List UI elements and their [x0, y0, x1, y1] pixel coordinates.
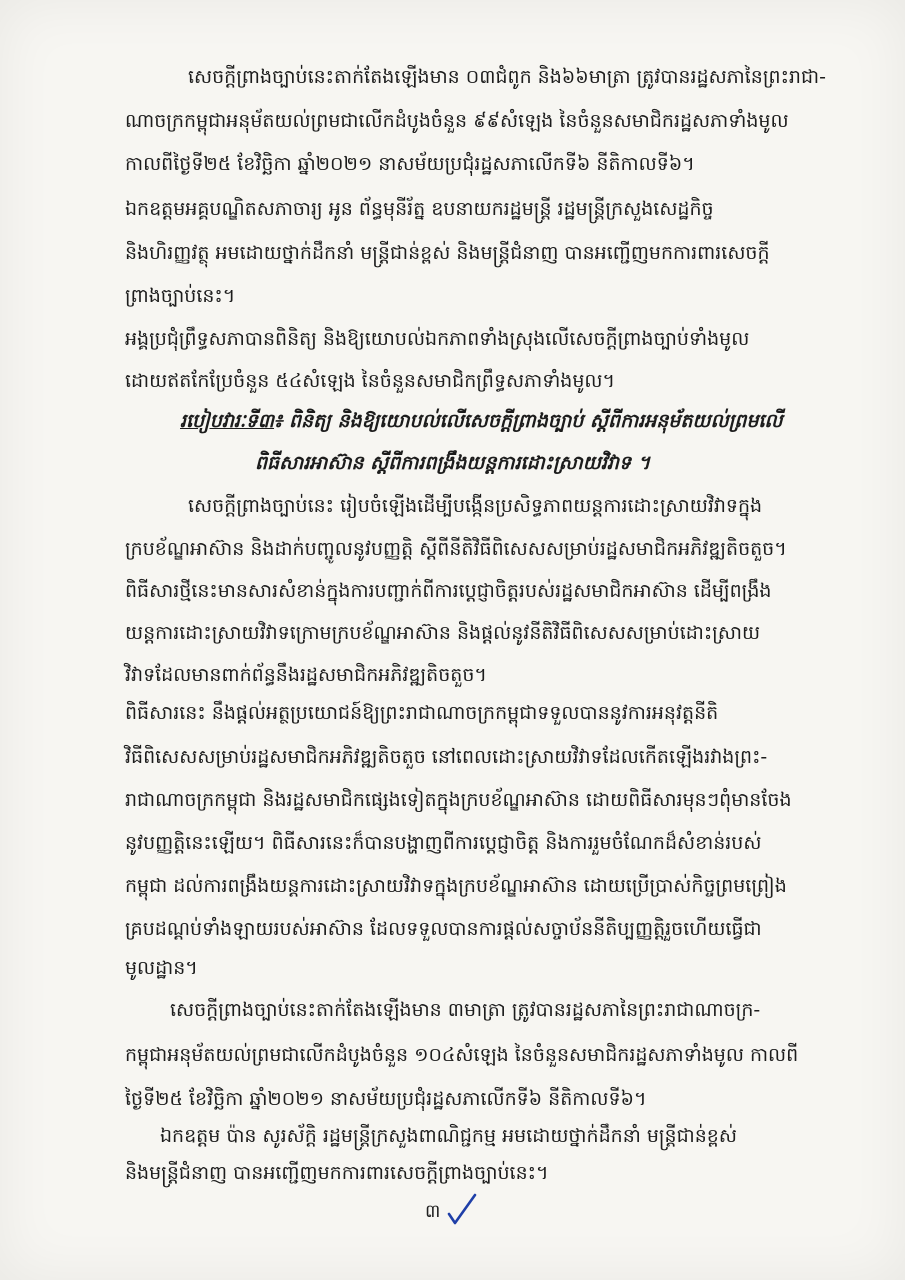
- text-line: យន្តការដោះស្រាយវិវាទក្រោមក្របខ័ណ្ឌអាស៊ាន និងផ្តល់នូវនីតិវិធីពិសេសសម្រាប់ដោះស្រាយ: [125, 622, 761, 644]
- text-line: វិវាទដែលមានពាក់ព័ន្ធនឹងរដ្ឋសមាជិកអភិវឌ្ឍតិចតួច។: [125, 664, 487, 686]
- text-line: ថ្ងៃទី២៥ ខែវិច្ឆិកា ឆ្នាំ២០២១ នាសម័យប្រជុំរដ្ឋសភាលើកទី៦ នីតិកាលទី៦។: [125, 1088, 647, 1110]
- text-line: កាលពីថ្ងៃទី២៥ ខែវិច្ឆិកា ឆ្នាំ២០២១ នាសម័យប្រជុំរដ្ឋសភាលើកទី៦ នីតិកាលទី៦។: [125, 153, 695, 175]
- text-line: វិធីពិសេសសម្រាប់រដ្ឋសមាជិកអភិវឌ្ឍតិចតួច នៅពេលដោះស្រាយវិវាទដែលកើតឡើងរវាងព្រះ-: [125, 746, 768, 768]
- text-line: និងហិរញ្ញវត្ថុ អមដោយថ្នាក់ដឹកនាំ មន្ត្រីជាន់ខ្ពស់ និងមន្ត្រីជំនាញ បានអញ្ជើញមកការពារសេចក្តី: [125, 242, 770, 264]
- text-line: ពិធីសារនេះ នឹងផ្តល់អត្ថប្រយោជន៍ឱ្យព្រះរាជាណាចក្រកម្ពុជាទទួលបាននូវការអនុវត្តនីតិ: [125, 702, 719, 724]
- text-line: សេចក្តីព្រាងច្បាប់នេះតាក់តែងឡើងមាន ៣មាត្រា ត្រូវបានរដ្ឋសភានៃព្រះរាជាណាចក្រ-: [170, 999, 761, 1021]
- text-line: ឯកឧត្តមអគ្គបណ្ឌិតសភាចារ្យ អូន ព័ន្ធមុនីរ័ត្ន ឧបនាយករដ្ឋមន្ត្រី រដ្ឋមន្ត្រីក្រសួងសេដ្ឋកិច្ច: [125, 198, 714, 220]
- text-line: គ្របដណ្តប់ទាំងឡាយរបស់អាស៊ាន ដែលទទួលបានការផ្តល់សច្ចាប័ននីតិប្បញ្ញត្តិរួចហើយធ្វើជា: [125, 918, 762, 940]
- text-line: កម្ពុជា ដល់ការពង្រឹងយន្តការដោះស្រាយវិវាទក្នុងក្របខ័ណ្ឌអាស៊ាន ដោយប្រើប្រាស់កិច្ចព្រមព្រៀង: [125, 875, 787, 897]
- page-number: ៣: [425, 1201, 441, 1222]
- text-line: អង្គប្រជុំព្រឹទ្ធសភាបានពិនិត្យ និងឱ្យយោបល់ឯកភាពទាំងស្រុងលើសេចក្តីព្រាងច្បាប់ទាំងមូល: [125, 328, 750, 350]
- text-line: កម្ពុជាអនុម័តយល់ព្រមជាលើកដំបូងចំនួន ១០៤សំឡេង នៃចំនួនសមាជិករដ្ឋសភាទាំងមូល កាលពី: [125, 1044, 799, 1066]
- agenda-heading-line-2: ពិធីសារអាស៊ាន ស្តីពីការពង្រឹងយន្តការដោះស្រាយវិវាទ ។: [255, 452, 651, 474]
- text-line: ដោយឥតកែប្រែចំនួន ៥៤សំឡេង នៃចំនួនសមាជិកព្រឹទ្ធសភាទាំងមូល។: [125, 370, 616, 392]
- agenda-heading-text: ៖ ពិនិត្យ និងឱ្យយោបល់លើសេចក្តីព្រាងច្បាប់ ស្តីពីការអនុម័តយល់ព្រមលើ: [274, 410, 783, 432]
- text-line: ក្របខ័ណ្ឌអាស៊ាន និងដាក់បញ្ចូលនូវបញ្ញត្តិ ស្តីពីនីតិវិធីពិសេសសម្រាប់រដ្ឋសមាជិកអភិវឌ្ឍតិចតួច។: [125, 538, 787, 560]
- text-line: និងមន្ត្រីជំនាញ បានអញ្ជើញមកការពារសេចក្តីព្រាងច្បាប់នេះ។: [125, 1162, 549, 1184]
- text-line: រាជាណាចក្រកម្ពុជា និងរដ្ឋសមាជិកផ្សេងទៀតក្នុងក្របខ័ណ្ឌអាស៊ាន ដោយពិធីសារមុនៗពុំមានចែង: [125, 789, 792, 811]
- text-line: ពិធីសារថ្មីនេះមានសារសំខាន់ក្នុងការបញ្ជាក់ពីការប្តេជ្ញាចិត្តរបស់រដ្ឋសមាជិកអាស៊ាន ដើម្បីពង្រឹង: [125, 580, 772, 602]
- text-line: ឯកឧត្តម ប៉ាន សូរស័ក្តិ រដ្ឋមន្ត្រីក្រសួងពាណិជ្ជកម្ម អមដោយថ្នាក់ដឹកនាំ មន្ត្រីជាន់ខ្ពស់: [160, 1125, 737, 1147]
- text-line: សេចក្តីព្រាងច្បាប់នេះ រៀបចំឡើងដើម្បីបង្កើនប្រសិទ្ធភាពយន្តការដោះស្រាយវិវាទក្នុង: [188, 495, 763, 517]
- text-line: សេចក្តីព្រាងច្បាប់នេះតាក់តែងឡើងមាន ០៣ជំពូក និង៦៦មាត្រា ត្រូវបានរដ្ឋសភានៃព្រះរាជា-: [188, 66, 826, 88]
- handwritten-check-icon: [446, 1192, 478, 1226]
- agenda-label: របៀបវារៈទី៣: [180, 410, 275, 432]
- text-line: ណាចក្រកម្ពុជាអនុម័តយល់ព្រមជាលើកដំបូងចំនួន ៩៩សំឡេង នៃចំនួនសមាជិករដ្ឋសភាទាំងមូល: [125, 110, 789, 132]
- text-line: មូលដ្ឋាន។: [125, 957, 198, 979]
- text-line: ព្រាងច្បាប់នេះ។: [125, 285, 236, 307]
- text-line: នូវបញ្ញត្តិនេះឡើយ។ ពិធីសារនេះក៏បានបង្ហាញពីការប្តេជ្ញាចិត្ត និងការរួមចំណែកដ៏សំខាន់របស់: [125, 832, 762, 854]
